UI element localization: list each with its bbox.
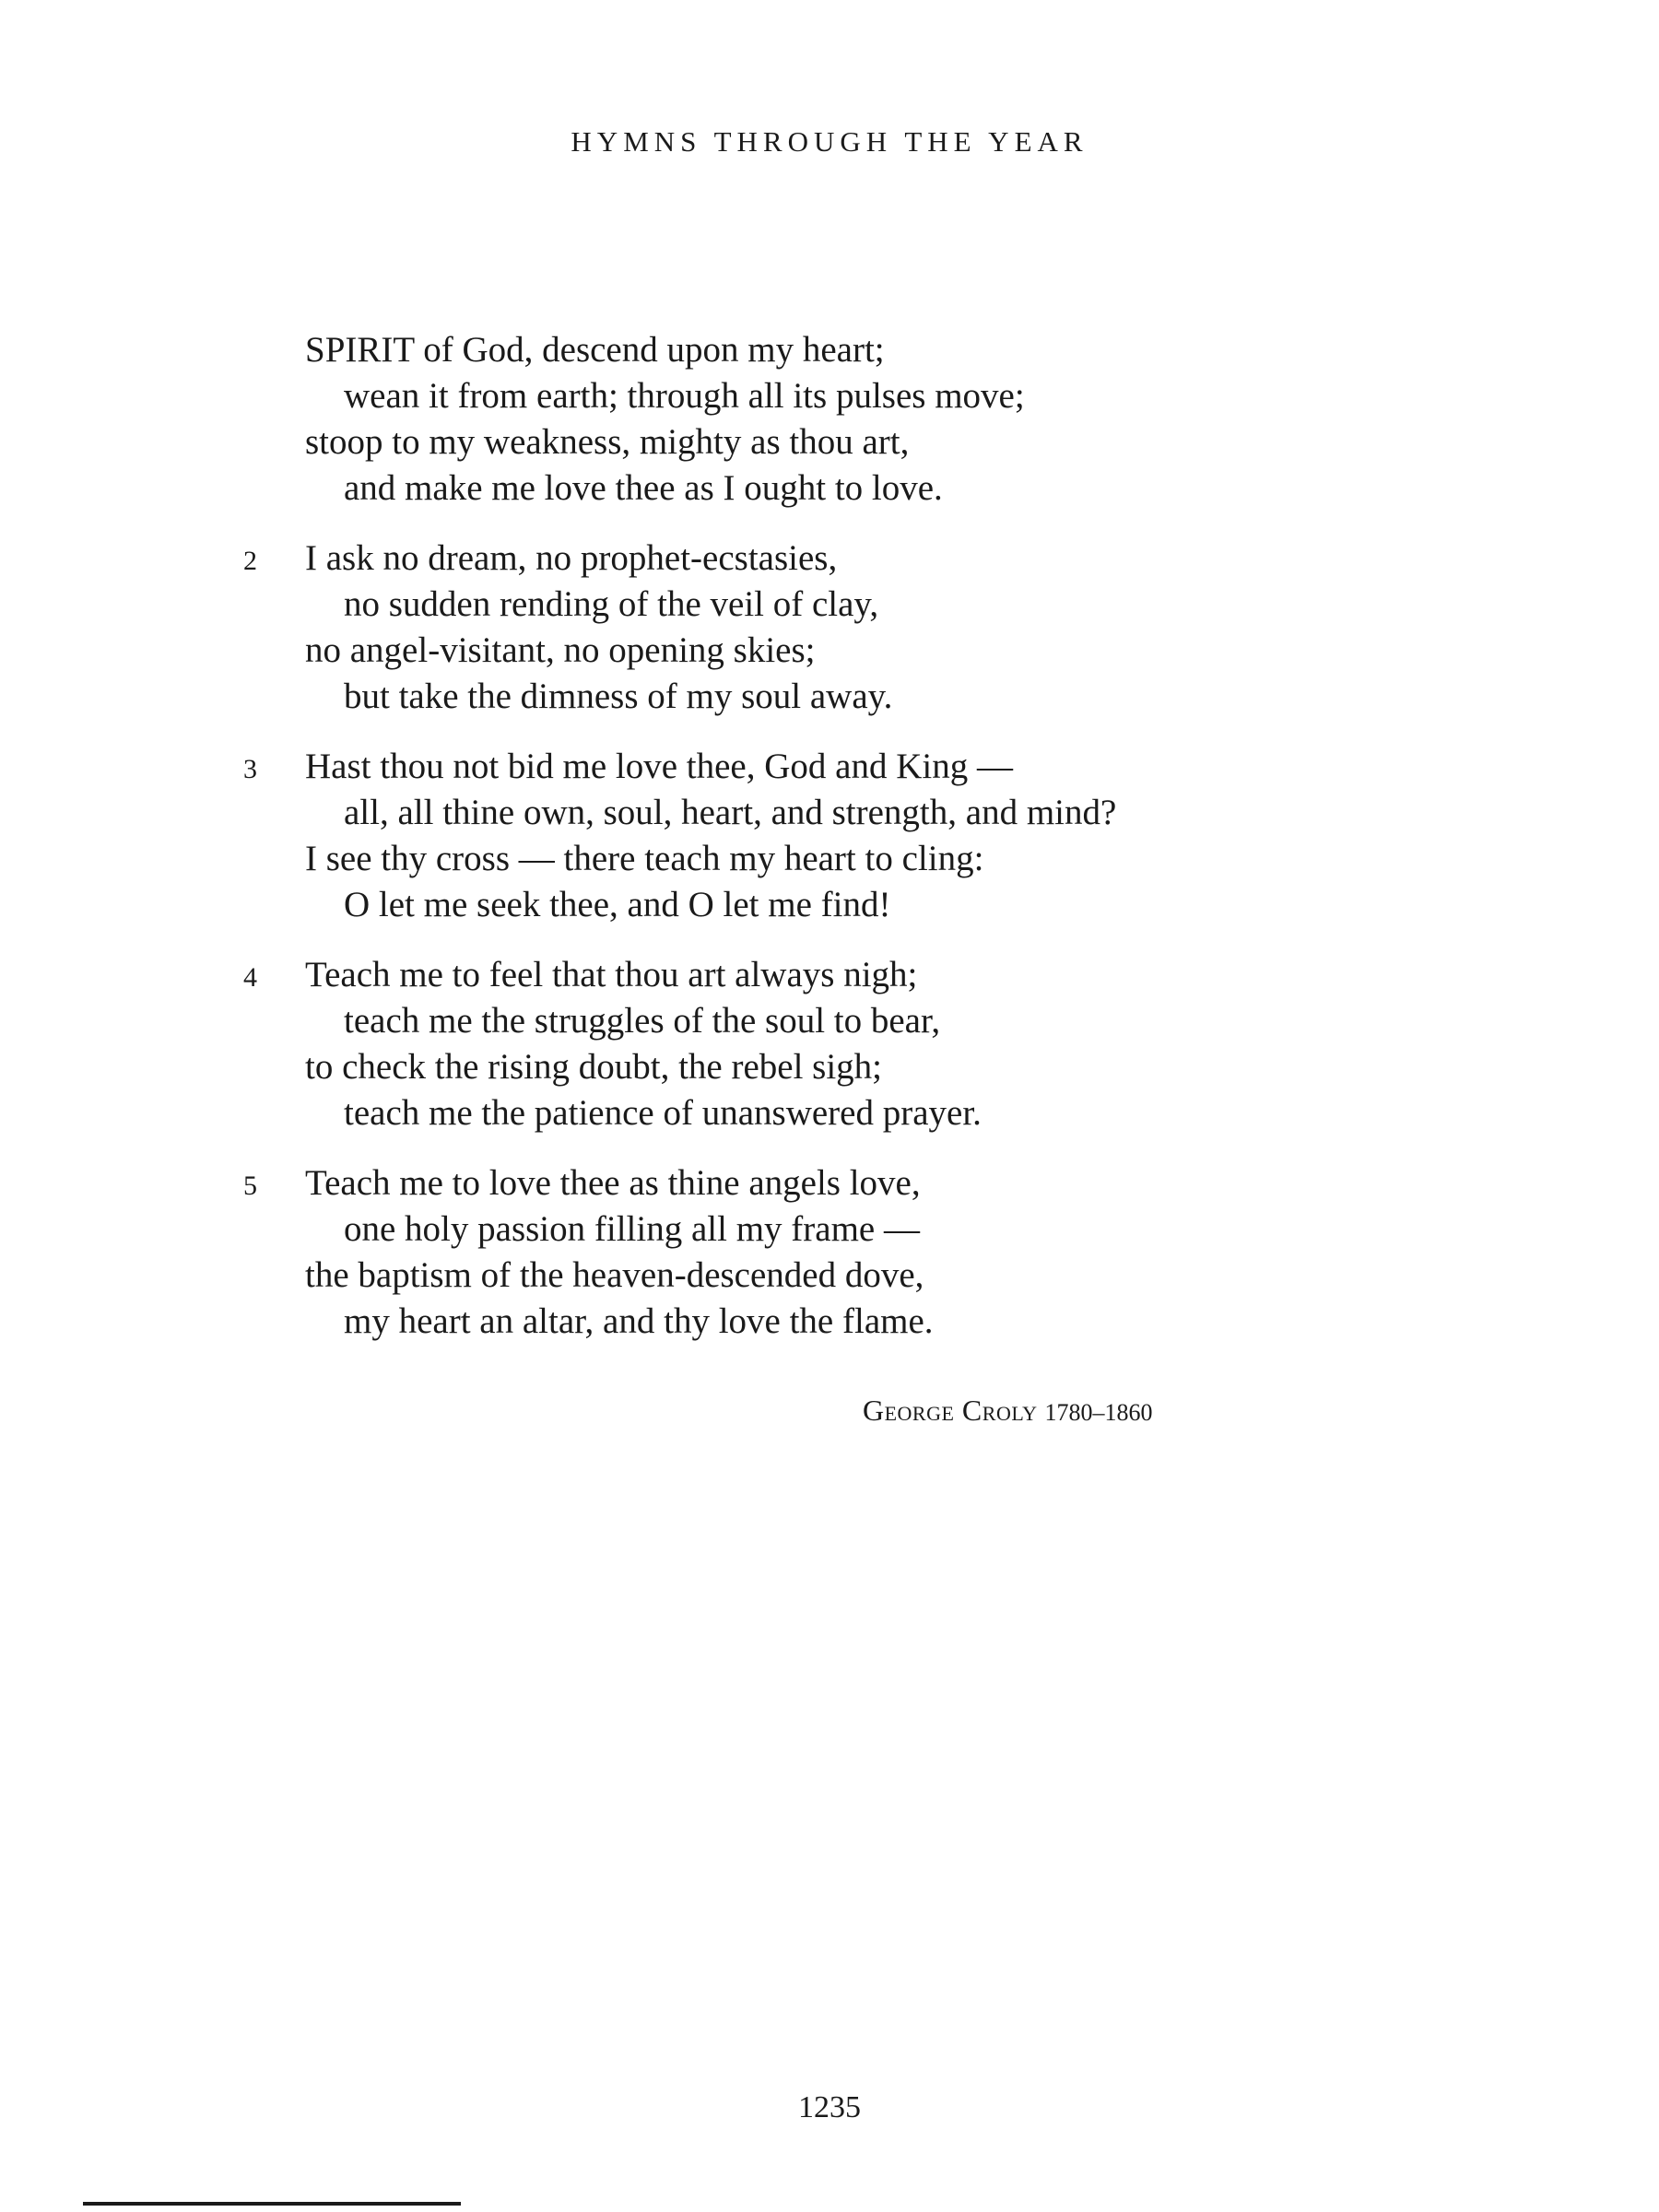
verse-line: no angel-visitant, no opening skies; [305, 630, 816, 670]
verse-line: stoop to my weakness, mighty as thou art, [305, 422, 910, 462]
author-name: George Croly [863, 1394, 1038, 1427]
verse-line: the baptism of the heaven-descended dove, [305, 1255, 924, 1295]
verse-line: but take the dimness of my soul away. [344, 677, 893, 716]
verse-line: and make me love thee as I ought to love. [344, 468, 943, 508]
stanza-3 [0, 744, 1659, 928]
page-number: 1235 [798, 2090, 861, 2124]
verse-line: wean it from earth; through all its pulses move; [344, 376, 1025, 416]
verse-line: to check the rising doubt, the rebel sigh; [305, 1047, 883, 1087]
stanza-number: 4 [243, 962, 257, 993]
stanza-number: 5 [243, 1171, 257, 1201]
verse-line: one holy passion filling all my frame — [344, 1209, 920, 1249]
verse-line: Teach me to love thee as thine angels love, [305, 1163, 921, 1203]
stanza-5 [0, 1160, 1659, 1345]
verse-line: I see thy cross — there teach my heart to cling: [305, 839, 984, 878]
stanza-number: 2 [243, 546, 257, 576]
verse-line: I ask no dream, no prophet-ecstasies, [305, 538, 838, 578]
stanza-1 [0, 327, 1659, 512]
attribution [863, 1394, 1152, 1428]
verse-line: SPIRIT of God, descend upon my heart; [305, 330, 885, 370]
verse-line: Hast thou not bid me love thee, God and King — [305, 747, 1013, 786]
stanza-2 [0, 535, 1659, 720]
stanza-4 [0, 952, 1659, 1136]
footer-rule [83, 2202, 461, 2206]
verse-line: all, all thine own, soul, heart, and strength, and mind? [344, 793, 1117, 832]
hymn-text [0, 327, 1659, 1369]
verse-line: Teach me to feel that thou art always nigh; [305, 955, 918, 994]
stanza-number: 3 [243, 754, 257, 784]
verse-line: my heart an altar, and thy love the flame. [344, 1301, 934, 1341]
author-dates: 1780–1860 [1044, 1399, 1153, 1426]
verse-line: O let me seek thee, and O let me find! [344, 885, 891, 924]
verse-line: teach me the patience of unanswered prayer. [344, 1093, 982, 1133]
verse-line: teach me the struggles of the soul to bear, [344, 1001, 941, 1041]
verse-line: no sudden rending of the veil of clay, [344, 584, 879, 624]
running-head: HYMNS THROUGH THE YEAR [571, 125, 1088, 158]
